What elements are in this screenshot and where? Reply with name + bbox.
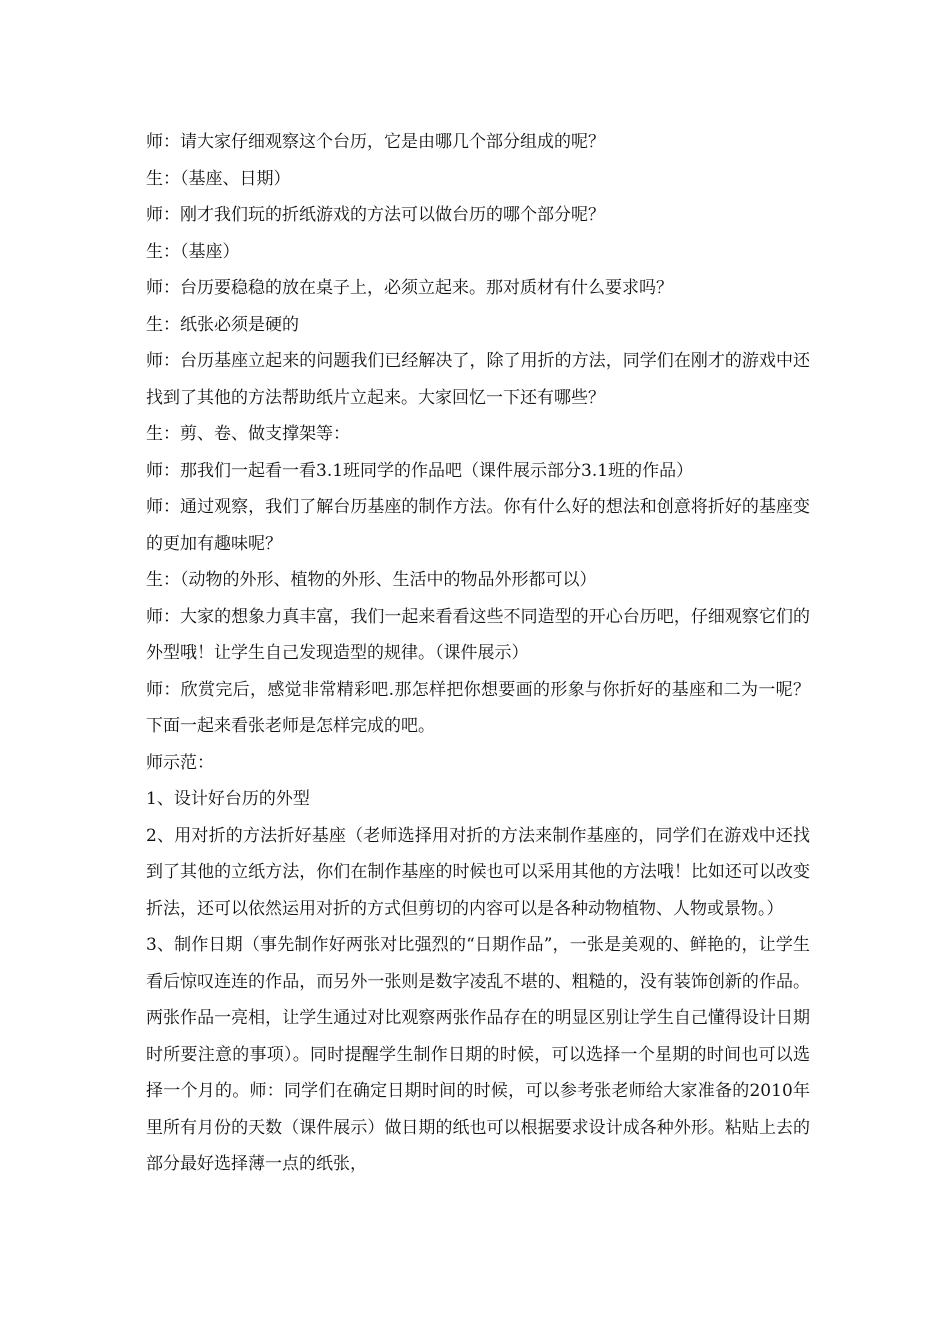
paragraph-teacher-demo-heading: 师示范： bbox=[146, 752, 214, 773]
paragraph-teacher-other-methods: 师：台历基座立起来的问题我们已经解决了，除了用折的方法，同学们在刚才的游戏中还找到了其他的方法帮助纸片立起来。大家回忆一下还有哪些？ bbox=[146, 351, 810, 408]
paragraph-student-answer-methods: 生：剪、卷、做支撑架等： bbox=[146, 424, 350, 444]
paragraph-step-3: 3、制作日期（事先制作好两张对比强烈的“日期作品”，一张是美观的、鲜艳的，让学生看后惊叹连连的作品，而另外一张则是数字凌乱不堪的、粗糙的，没有装饰创新的作品。两张作品一亮相，让学生通过对比观察两张作品存在的明显区别让学生自己懂得设计日期时所要注意的事项）。同时提醒学生制作日期的时候，可以选择一个星期的时间也可以选择一个月的。师：同学们在确定日期时间的时候，可以参考张老师给大家准备的2010年里所有月份的天数（课件展示）做日期的纸也可以根据要求设计成各种外形。粘贴上去的部分最好选择薄一点的纸张， bbox=[146, 935, 810, 1174]
paragraph-teacher-question-material: 师：台历要稳稳的放在桌子上，必须立起来。那对质材有什么要求吗？ bbox=[146, 278, 673, 298]
paragraph-teacher-after-viewing: 师：欣赏完后，感觉非常精彩吧.那怎样把你想要画的形象与你折好的基座和二为一呢？下面一起来看张老师是怎样完成的吧。 bbox=[146, 679, 810, 736]
paragraph-teacher-show-works: 师：那我们一起看一看3.1班同学的作品吧（课件展示部分3.1班的作品） bbox=[146, 460, 694, 481]
paragraph-teacher-question-parts: 师：请大家仔细观察这个台历，它是由哪几个部分组成的呢？ bbox=[146, 132, 605, 152]
paragraph-step-2: 2、用对折的方法折好基座（老师选择用对折的方法来制作基座的，同学们在游戏中还找到了其他的立纸方法，你们在制作基座的时候也可以采用其他的方法哦！比如还可以改变折法，还可以依然运用对折的方式但剪切的内容可以是各种动物植物、人物或景物。） bbox=[146, 825, 810, 919]
paragraph-student-answer-material: 生：纸张必须是硬的 bbox=[146, 314, 299, 335]
paragraph-teacher-creative-question: 师：通过观察，我们了解台历基座的制作方法。你有什么好的想法和创意将折好的基座变的更加有趣味呢？ bbox=[146, 497, 810, 554]
paragraph-student-answer-shapes: 生：（动物的外形、植物的外形、生活中的物品外形都可以） bbox=[146, 570, 597, 590]
paragraph-student-answer-parts: 生：（基座、日期） bbox=[146, 168, 291, 189]
paragraph-student-answer-base: 生：（基座） bbox=[146, 241, 240, 262]
document-body bbox=[146, 124, 810, 1183]
paragraph-teacher-question-folding: 师：刚才我们玩的折纸游戏的方法可以做台历的哪个部分呢？ bbox=[146, 205, 605, 225]
paragraph-step-1: 1、设计好台历的外型 bbox=[146, 789, 310, 809]
paragraph-teacher-imagination: 师：大家的想象力真丰富，我们一起来看看这些不同造型的开心台历吧，仔细观察它们的外型哦！让学生自己发现造型的规律。（课件展示） bbox=[146, 606, 810, 663]
